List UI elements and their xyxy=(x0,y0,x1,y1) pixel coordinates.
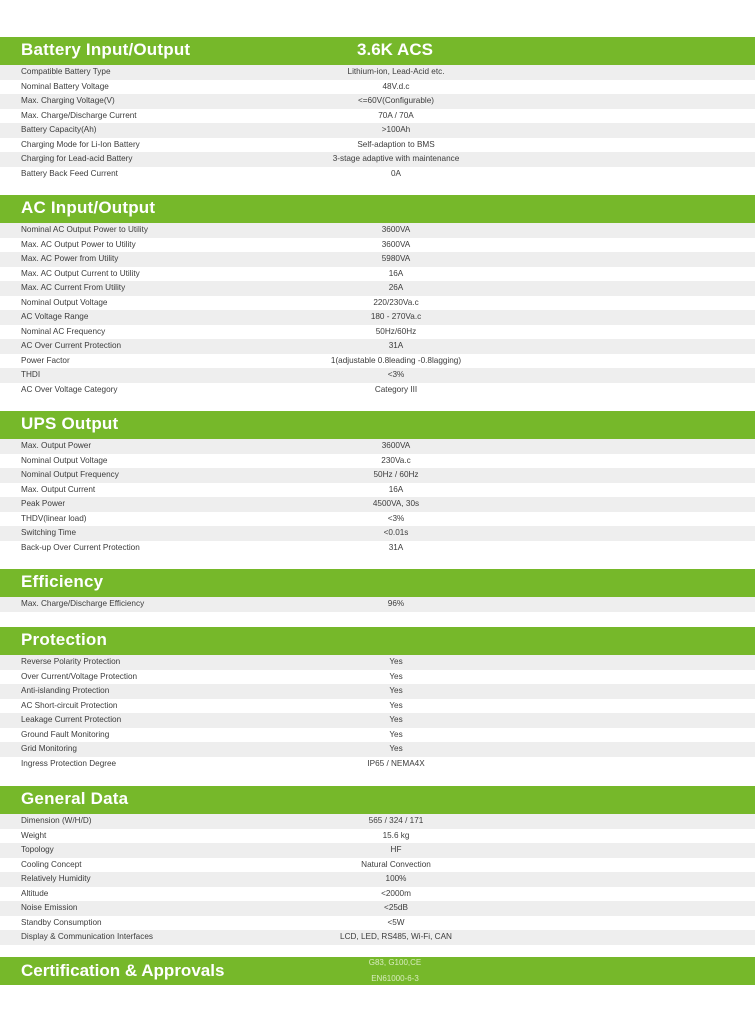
spec-value: Yes xyxy=(389,686,403,695)
model-name: 3.6K ACS xyxy=(357,40,433,59)
section-ac-input-output xyxy=(0,195,755,397)
section-header xyxy=(0,37,755,65)
spec-label: Max. AC Output Power to Utility xyxy=(21,239,136,249)
spec-row xyxy=(0,843,755,858)
spec-row xyxy=(0,497,755,512)
spec-label: Max. Charging Voltage(V) xyxy=(21,96,115,105)
spec-row xyxy=(0,757,755,772)
spec-row xyxy=(0,167,755,182)
section-header xyxy=(0,195,755,223)
spec-value: HF xyxy=(390,845,402,854)
section-header xyxy=(0,569,755,597)
spec-value: 31A xyxy=(388,542,404,552)
spec-label: Dimension (W/H/D) xyxy=(21,816,92,825)
spec-label: Anti-islanding Protection xyxy=(21,686,110,695)
spec-label: Ground Fault Monitoring xyxy=(21,729,110,739)
spec-row xyxy=(0,65,755,80)
spec-row xyxy=(0,684,755,699)
spec-value: 1(adjustable 0.8leading -0.8lagging) xyxy=(330,355,462,365)
spec-label: Topology xyxy=(21,845,54,854)
spec-label: Max. AC Output Current to Utility xyxy=(21,268,140,278)
section-title: General Data xyxy=(21,789,129,808)
certification-line-1: G83, G100,CE xyxy=(368,958,422,967)
spec-row xyxy=(0,439,755,454)
spec-row xyxy=(0,454,755,469)
spec-value: Yes xyxy=(389,700,403,710)
section-general-data xyxy=(0,786,755,945)
spec-label: Nominal AC Frequency xyxy=(21,326,106,336)
spec-value: 26A xyxy=(388,283,404,292)
spec-value: 16A xyxy=(388,484,404,494)
section-protection xyxy=(0,627,755,771)
certification-line-2: EN61000-6-3 xyxy=(371,974,419,983)
spec-value: 50Hz/60Hz xyxy=(375,326,417,336)
spec-row xyxy=(0,930,755,945)
spec-value: 180 - 270Va.c xyxy=(370,312,422,321)
spec-row xyxy=(0,123,755,138)
spec-label: Standby Consumption xyxy=(21,917,102,927)
spec-row xyxy=(0,655,755,670)
spec-label: Over Current/Voltage Protection xyxy=(21,671,138,681)
spec-label: Nominal Output Frequency xyxy=(21,470,119,479)
spec-value: 96% xyxy=(387,599,405,608)
spec-label: Battery Capacity(Ah) xyxy=(21,125,97,134)
spec-row xyxy=(0,339,755,354)
spec-row xyxy=(0,872,755,887)
spec-label: Relatively Humidity xyxy=(21,874,91,883)
spec-value: <5W xyxy=(387,917,405,927)
spec-value: 3600VA xyxy=(381,225,411,234)
spec-label: Compatible Battery Type xyxy=(21,67,111,76)
spec-row xyxy=(0,728,755,743)
spec-row xyxy=(0,887,755,902)
spec-row xyxy=(0,325,755,340)
spec-label: Max. AC Current From Utility xyxy=(21,283,126,292)
spec-value: <3% xyxy=(387,370,405,379)
spec-row xyxy=(0,858,755,873)
section-header xyxy=(0,627,755,655)
spec-label: Charging for Lead-acid Battery xyxy=(21,154,133,163)
section-efficiency xyxy=(0,569,755,612)
spec-label: AC Voltage Range xyxy=(21,312,89,321)
spec-value: 0A xyxy=(390,168,401,178)
spec-label: Display & Communication Interfaces xyxy=(21,932,153,941)
spec-label: Peak Power xyxy=(21,499,66,508)
spec-label: Nominal AC Output Power to Utility xyxy=(21,225,148,234)
spec-label: AC Over Voltage Category xyxy=(21,384,118,394)
spec-label: Max. Charge/Discharge Efficiency xyxy=(21,599,145,608)
spec-value: Self-adaption to BMS xyxy=(357,139,435,149)
spec-label: AC Over Current Protection xyxy=(21,341,122,350)
spec-row xyxy=(0,526,755,541)
spec-value: 3600VA xyxy=(381,441,411,450)
spec-label: Nominal Output Voltage xyxy=(21,297,108,307)
spec-row xyxy=(0,713,755,728)
spec-row xyxy=(0,238,755,253)
spec-label: Cooling Concept xyxy=(21,859,82,869)
spec-value: 5980VA xyxy=(381,254,411,263)
spec-rows xyxy=(0,655,755,771)
spec-value: 15.6 kg xyxy=(382,830,410,840)
spec-row xyxy=(0,468,755,483)
spec-label: Nominal Output Voltage xyxy=(21,455,108,465)
spec-row xyxy=(0,281,755,296)
spec-rows xyxy=(0,439,755,555)
spec-row xyxy=(0,109,755,124)
section-title: UPS Output xyxy=(21,414,119,433)
section-header xyxy=(0,786,755,814)
spec-label: Ingress Protection Degree xyxy=(21,758,117,768)
spec-value: LCD, LED, RS485, Wi-Fi, CAN xyxy=(340,932,452,941)
section-title: AC Input/Output xyxy=(21,198,156,217)
section-header xyxy=(0,411,755,439)
section-title: Battery Input/Output xyxy=(21,40,191,59)
spec-row xyxy=(0,383,755,398)
spec-label: Max. AC Power from Utility xyxy=(21,254,119,263)
spec-label: Charging Mode for Li-Ion Battery xyxy=(21,139,140,149)
section-title: Certification & Approvals xyxy=(21,961,225,980)
spec-value: 100% xyxy=(385,874,407,883)
spec-label: AC Short-circuit Protection xyxy=(21,700,118,710)
spec-row xyxy=(0,512,755,527)
spec-value: IP65 / NEMA4X xyxy=(367,758,425,768)
spec-rows xyxy=(0,65,755,181)
spec-label: Reverse Polarity Protection xyxy=(21,657,121,666)
spec-value: 48V.d.c xyxy=(382,81,410,91)
spec-label: Power Factor xyxy=(21,355,70,365)
spec-label: Weight xyxy=(21,830,47,840)
spec-row xyxy=(0,252,755,267)
spec-value: <2000m xyxy=(381,888,411,898)
spec-value: Yes xyxy=(389,657,403,666)
spec-label: Max. Output Current xyxy=(21,484,96,494)
spec-label: Nominal Battery Voltage xyxy=(21,81,109,91)
spec-rows xyxy=(0,223,755,397)
spec-row xyxy=(0,814,755,829)
spec-label: Switching Time xyxy=(21,528,77,537)
spec-row xyxy=(0,152,755,167)
spec-value: 3600VA xyxy=(381,239,411,249)
spec-value: <=60V(Configurable) xyxy=(357,96,434,105)
spec-rows xyxy=(0,814,755,945)
spec-row xyxy=(0,354,755,369)
spec-row xyxy=(0,296,755,311)
spec-label: Back-up Over Current Protection xyxy=(21,542,140,552)
spec-value: 50Hz / 60Hz xyxy=(373,470,419,479)
spec-value: Natural Convection xyxy=(361,859,431,869)
spec-value: Yes xyxy=(389,715,403,724)
spec-value: 220/230Va.c xyxy=(373,297,419,307)
section-title: Efficiency xyxy=(21,572,104,591)
spec-row xyxy=(0,80,755,95)
section-title: Protection xyxy=(21,630,108,649)
spec-row xyxy=(0,916,755,931)
section-ups-output xyxy=(0,411,755,555)
spec-value: <0.01s xyxy=(383,528,409,537)
spec-label: Battery Back Feed Current xyxy=(21,168,118,178)
spec-row xyxy=(0,829,755,844)
spec-label: Max. Output Power xyxy=(21,441,92,450)
spec-row xyxy=(0,541,755,556)
spec-label: Noise Emission xyxy=(21,903,78,912)
spec-label: THDI xyxy=(21,370,41,379)
spec-value: Yes xyxy=(389,729,403,739)
spec-value: Lithium-ion, Lead-Acid etc. xyxy=(347,67,445,76)
spec-row xyxy=(0,699,755,714)
spec-value: Yes xyxy=(389,744,403,753)
spec-row xyxy=(0,597,755,612)
spec-value: >100Ah xyxy=(381,125,411,134)
spec-row xyxy=(0,901,755,916)
spec-value: 4500VA, 30s xyxy=(372,499,420,508)
spec-value: 3-stage adaptive with maintenance xyxy=(332,154,460,163)
spec-row xyxy=(0,138,755,153)
spec-label: Altitude xyxy=(21,888,49,898)
section-battery-input-output xyxy=(0,37,755,181)
spec-row xyxy=(0,223,755,238)
spec-rows xyxy=(0,597,755,612)
spec-value: <3% xyxy=(387,513,405,523)
spec-value: 70A / 70A xyxy=(378,110,414,120)
spec-label: THDV(linear load) xyxy=(21,513,87,523)
spec-value: Category III xyxy=(374,384,418,394)
spec-value: 16A xyxy=(388,268,404,278)
spec-label: Max. Charge/Discharge Current xyxy=(21,110,137,120)
spec-row xyxy=(0,483,755,498)
spec-row xyxy=(0,310,755,325)
spec-label: Leakage Current Protection xyxy=(21,715,122,724)
spec-row xyxy=(0,267,755,282)
section-certification-approvals xyxy=(0,957,755,985)
spec-value: 565 / 324 / 171 xyxy=(368,816,424,825)
spec-value: 31A xyxy=(388,341,404,350)
spec-value: Yes xyxy=(389,671,403,681)
spec-row xyxy=(0,742,755,757)
spec-value: 230Va.c xyxy=(381,455,411,465)
spec-label: Grid Monitoring xyxy=(21,744,77,753)
spec-row xyxy=(0,94,755,109)
spec-row xyxy=(0,368,755,383)
spec-row xyxy=(0,670,755,685)
spec-value: <25dB xyxy=(384,903,408,912)
